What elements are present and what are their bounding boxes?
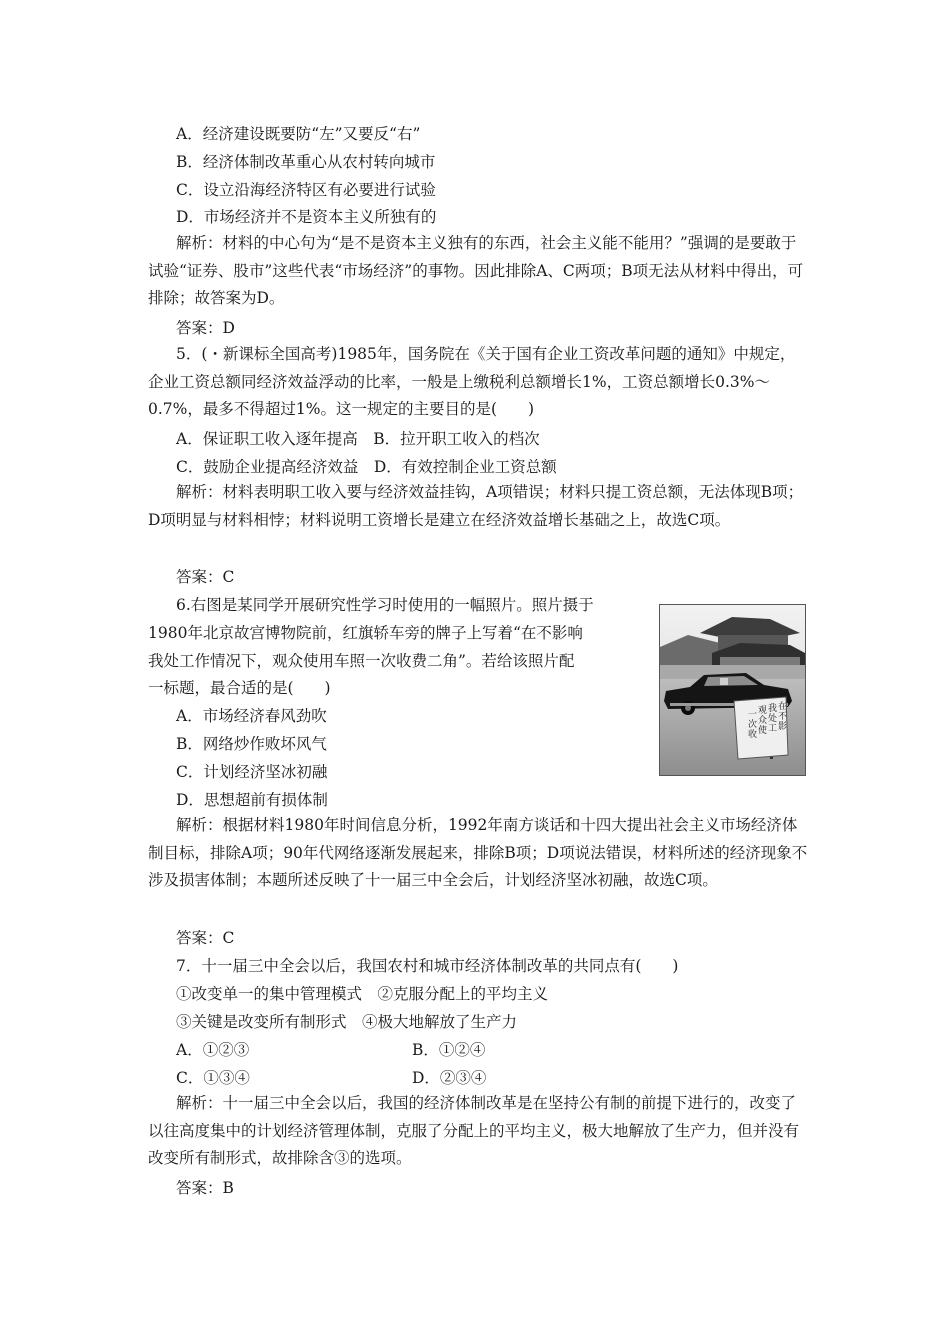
q4-option-c: C．设立沿海经济特区有必要进行试验 <box>176 181 436 199</box>
q7-analysis <box>148 1090 808 1173</box>
q6-stem-line2: 1980年北京故宫博物院前，红旗轿车旁的牌子上写着“在不影响 <box>148 624 583 642</box>
q7-items-line2: ③关键是改变所有制形式 ④极大地解放了生产力 <box>176 1013 518 1031</box>
q5-options-line2: C．鼓励企业提高经济效益 D．有效控制企业工资总额 <box>176 458 557 476</box>
sign-char: 不 <box>778 712 788 722</box>
q5-analysis <box>148 479 808 534</box>
sign-char: 观 <box>758 706 768 716</box>
q4-analysis-text: 解析：材料的中心句为“是不是资本主义独有的东西，社会主义能不能用？”强调的是要敢于试验“证券、股市”这些代表“市场经济”的事物。因此排除A、C两项；B项无法从材料中得出，可排除；故答案为D。 <box>148 234 804 308</box>
q5-analysis-text: 解析：材料表明职工收入要与经济效益挂钩，A项错误；材料只提工资总额，无法体现B项；D项明显与材料相悖；材料说明工资增长是建立在经济效益增长基础之上，故选C项。 <box>148 483 804 529</box>
q7-option-a: A．①②③ <box>176 1041 250 1059</box>
q4-option-d: D．市场经济并不是资本主义所独有的 <box>176 208 437 226</box>
q5-stem <box>148 341 808 424</box>
q6-option-d: D．思想超前有损体制 <box>176 791 328 809</box>
q4-option-a: A．经济建设既要防“左”又要反“右” <box>176 125 421 143</box>
q7-option-c: C．①③④ <box>176 1069 250 1087</box>
sign-char: 处 <box>768 714 778 724</box>
sign-char: 工 <box>768 724 778 734</box>
sign-char: 在 <box>778 702 788 712</box>
q7-option-d: D．②③④ <box>412 1069 487 1087</box>
sign-char: 众 <box>758 716 768 726</box>
car-photo-illustration <box>660 605 805 775</box>
q7-items-line1: ①改变单一的集中管理模式 ②克服分配上的平均主义 <box>176 985 549 1003</box>
q7-answer: 答案：B <box>176 1179 234 1197</box>
q4-option-b: B．经济体制改革重心从农村转向城市 <box>176 153 436 171</box>
q6-option-c: C．计划经济坚冰初融 <box>176 763 328 781</box>
q4-answer: 答案：D <box>176 319 235 337</box>
q7-analysis-text: 解析：十一届三中全会以后，我国的经济体制改革是在坚持公有制的前提下进行的，改变了以往高度集中的计划经济管理体制，克服了分配上的平均主义，极大地解放了生产力，但并没有改变所有制形式，故排除含③的选项。 <box>148 1094 800 1168</box>
q6-stem-line4: 一标题，最合适的是( ) <box>148 679 331 697</box>
q5-options-line1: A．保证职工收入逐年提高 B．拉开职工收入的档次 <box>176 430 540 448</box>
historical-photo <box>659 604 806 776</box>
q7-stem: 7．十一届三中全会以后，我国农村和城市经济体制改革的共同点有( ) <box>176 957 679 975</box>
q6-answer: 答案：C <box>176 929 235 947</box>
sign-char: 一 <box>748 710 758 720</box>
q5-stem-text: 5．(・新课标全国高考)1985年，国务院在《关于国有企业工资改革问题的通知》中规定，企业工资总额同经济效益浮动的比率，一般是上缴税利总额增长1%，工资总额增长0.3%～0.7%，最多不得超过1%。这一规定的主要目的是( ) <box>148 345 796 419</box>
q6-option-a: A．市场经济春风劲吹 <box>176 707 327 725</box>
q6-option-b: B．网络炒作败坏风气 <box>176 735 327 753</box>
sign-char: 次 <box>748 720 758 730</box>
sign-char: 我 <box>768 704 778 714</box>
q7-option-b: B．①②④ <box>412 1041 486 1059</box>
q6-analysis-text: 解析：根据材料1980年时间信息分析，1992年南方谈话和十四大提出社会主义市场经济体制目标，排除A项；90年代网络逐渐发展起来，排除B项；D项说法错误，材料所述的经济现象不涉及损害体制；本题所述反映了十一届三中全会后，计划经济坚冰初融，故选C项。 <box>148 816 808 890</box>
q4-analysis <box>148 230 808 313</box>
q6-stem-line3: 我处工作情况下，观众使用车照一次收费二角”。若给该照片配 <box>148 652 575 670</box>
q6-stem-line1: 6.右图是某同学开展研究性学习时使用的一幅照片。照片摄于 <box>176 596 594 614</box>
q5-answer: 答案：C <box>176 568 235 586</box>
q6-analysis <box>148 812 808 895</box>
sign-char: 收 <box>748 730 758 740</box>
sign-char: 使 <box>758 726 768 736</box>
sign-char: 影 <box>778 722 788 732</box>
